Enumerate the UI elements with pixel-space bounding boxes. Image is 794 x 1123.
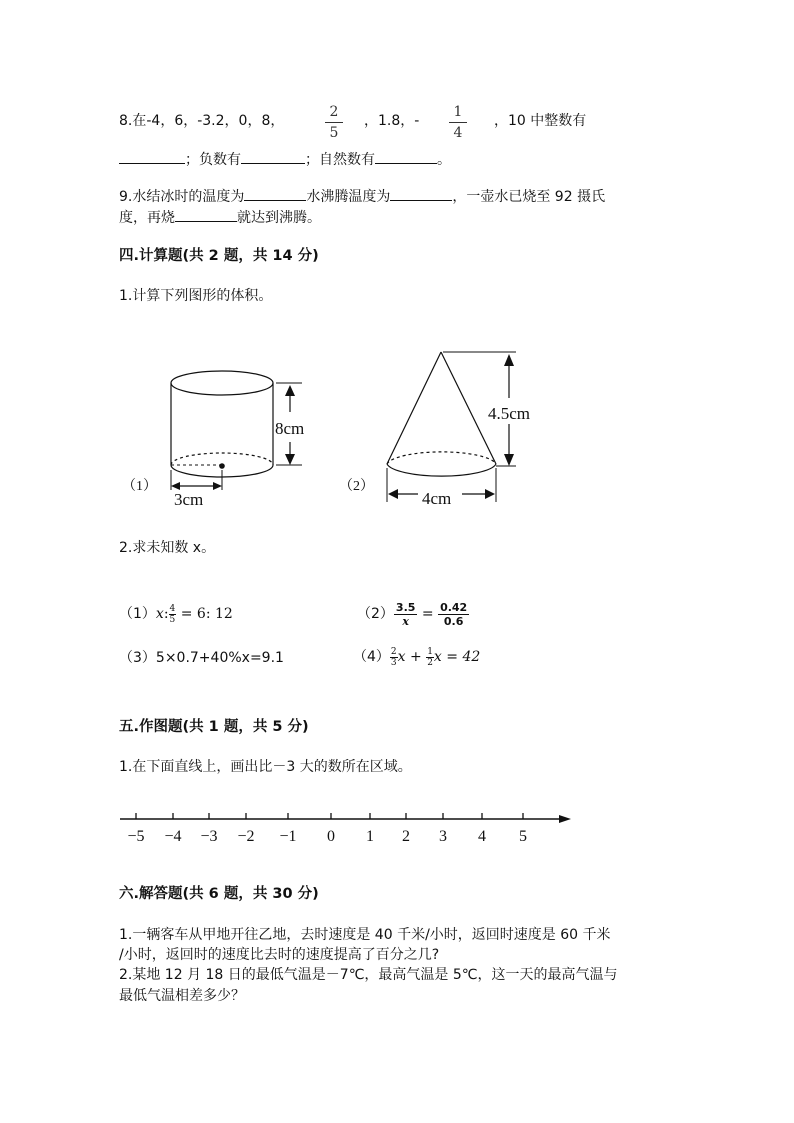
q8-natural-label: ；自然数有 <box>305 152 375 168</box>
fraction-bar <box>449 122 467 123</box>
section4-title: 四.计算题(共 2 题，共 14 分) <box>119 248 319 264</box>
cone-height-label: 4.5cm <box>488 404 531 423</box>
cylinder-figure <box>122 371 304 509</box>
number-line-tick-label: −4 <box>164 828 182 845</box>
section5-q1: 1.在下面直线上，画出比－3 大的数所在区域。 <box>119 759 412 775</box>
number-line[interactable] <box>115 805 575 850</box>
variable-x: x <box>155 606 164 622</box>
q9-boiling-label: 水沸腾温度为 <box>306 189 391 205</box>
equals-sign: = <box>417 606 439 622</box>
answer-blank[interactable] <box>375 149 437 164</box>
equation-rest: x = 42 <box>433 649 481 665</box>
q8-fraction-two-fifths <box>325 104 343 141</box>
number-line-tick-label: −5 <box>127 828 145 845</box>
number-line-tick-label: −2 <box>237 828 255 845</box>
equation-rest: = 6: 12 <box>176 606 233 622</box>
cone-figure <box>339 352 530 508</box>
q8-fraction-one-quarter <box>449 104 467 141</box>
equation-label: （2） <box>357 606 394 622</box>
number-line-tick-label: 4 <box>478 828 486 845</box>
fraction-denominator: 4 <box>453 125 463 141</box>
number-line-tick-label: 1 <box>366 828 374 845</box>
equation-term: x + <box>397 649 427 665</box>
number-line-tick-label: 2 <box>402 828 410 845</box>
number-line-tick-label: −1 <box>279 828 297 845</box>
q9-line1 <box>119 186 605 208</box>
section4-q2: 2.求未知数 x。 <box>119 540 216 556</box>
q8-text-part3: ，10 中整数有 <box>494 113 587 129</box>
fraction-bar <box>325 122 343 123</box>
fraction-left: $\frac{3.5}{x}$ <box>395 600 416 628</box>
cylinder-radius-label: 3cm <box>174 490 204 509</box>
equation-label: （1） <box>119 606 156 622</box>
fraction-one-half: $\frac{1}{2}$ <box>427 646 433 668</box>
section6-q2-line2: 最低气温相差多少？ <box>119 988 245 1004</box>
answer-blank[interactable] <box>119 149 185 164</box>
q8-line2 <box>119 149 451 171</box>
q8-text-part2: ，1.8，- <box>364 113 420 129</box>
fraction-numerator: 1 <box>453 104 463 120</box>
colon: : <box>163 606 169 622</box>
fraction-two-thirds: $\frac{2}{3}$ <box>390 646 397 668</box>
answer-blank[interactable] <box>241 149 305 164</box>
number-line-ticks <box>127 813 527 845</box>
figure-label-2: （2） <box>339 479 374 494</box>
equation-4 <box>353 645 480 669</box>
fraction-four-fifths: $\frac{4}{5}$ <box>169 603 176 625</box>
section4-q1: 1.计算下列图形的体积。 <box>119 288 273 304</box>
q9-continue-label: 度，再烧 <box>119 210 175 226</box>
number-line-tick-label: 5 <box>519 828 527 845</box>
number-line-tick-label: 0 <box>327 828 335 845</box>
answer-blank[interactable] <box>390 186 452 201</box>
volume-figures <box>110 340 550 520</box>
section6-q1-line1: 1.一辆客车从甲地开往乙地，去时速度是 40 千米/小时，返回时速度是 60 千米 <box>119 927 611 943</box>
answer-blank[interactable] <box>244 186 306 201</box>
cone-diameter-label: 4cm <box>422 489 452 508</box>
section6-q1-line2: /小时，返回时的速度比去时的速度提高了百分之几? <box>119 947 440 963</box>
q9-line2 <box>119 207 321 229</box>
fraction-right: $\frac{0.42}{0.6}$ <box>440 600 468 628</box>
number-line-tick-label: 3 <box>439 828 447 845</box>
section6-q2-line1: 2.某地 12 月 18 日的最低气温是－7℃，最高气温是 5℃，这一天的最高气温与 <box>119 967 618 983</box>
equation-2 <box>357 598 469 630</box>
number-line-tick-label: −3 <box>200 828 218 845</box>
q8-text-part1: 8.在-4，6，-3.2，0，8， <box>119 113 285 129</box>
q9-boil-text: 就达到沸腾。 <box>237 210 321 226</box>
equation-label: （4） <box>353 649 390 665</box>
figure-label-1: （1） <box>122 479 157 494</box>
equation-3: （3）5×0.7+40%x=9.1 <box>119 650 284 666</box>
section5-title: 五.作图题(共 1 题，共 5 分) <box>119 719 309 735</box>
q8-period: 。 <box>437 152 451 168</box>
answer-blank[interactable] <box>175 207 237 222</box>
section6-title: 六.解答题(共 6 题，共 30 分) <box>119 886 319 902</box>
q8-negative-label: ；负数有 <box>185 152 241 168</box>
fraction-denominator: 5 <box>329 125 339 141</box>
equation-1 <box>119 602 233 626</box>
cylinder-height-label: 8cm <box>275 419 305 438</box>
q9-kettle-text: ，一壶水已烧至 92 摄氏 <box>452 189 606 205</box>
q9-freezing-label: 9.水结冰时的温度为 <box>119 189 245 205</box>
fraction-numerator: 2 <box>329 104 339 120</box>
